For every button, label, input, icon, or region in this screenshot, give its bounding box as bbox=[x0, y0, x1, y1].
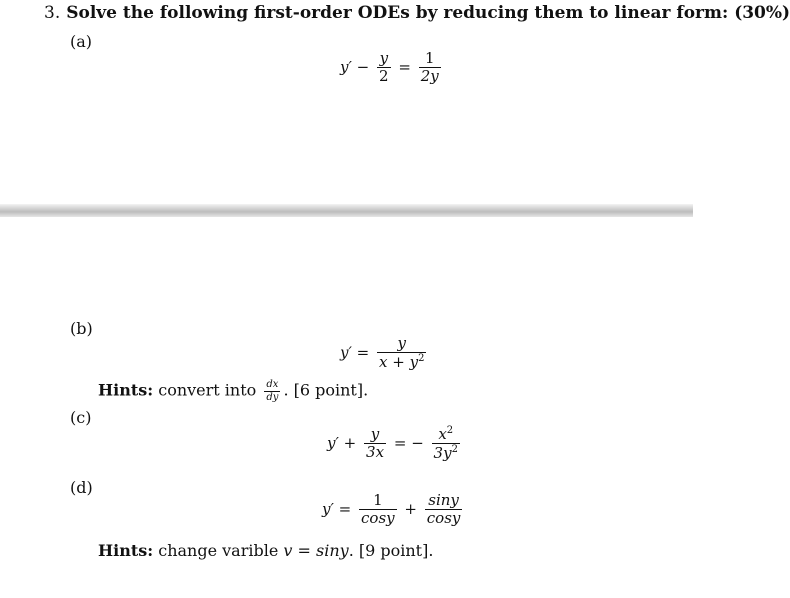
part-a-label: (a) bbox=[70, 32, 93, 51]
hint-b-frac-den: dy bbox=[266, 391, 279, 403]
hint-b-points: . [6 point]. bbox=[283, 380, 369, 400]
eq-d-equals: = bbox=[338, 499, 352, 518]
eq-b-frac-den-base: x + y bbox=[379, 353, 419, 372]
eq-d-frac1-den: cosy bbox=[361, 509, 395, 528]
eq-d-frac2-num: siny bbox=[428, 491, 459, 509]
eq-a-frac2-den: 2y bbox=[420, 67, 439, 86]
eq-c-minus: − bbox=[411, 433, 424, 452]
eq-b-frac-num: y bbox=[397, 334, 406, 352]
eq-a-frac1 bbox=[377, 50, 391, 86]
problem-title: Solve the following first-order ODEs by reducing them to linear form: (30%) bbox=[66, 3, 790, 23]
hint-d-var: v bbox=[283, 541, 293, 560]
hint-d-text: change varible bbox=[158, 541, 279, 560]
eq-c-frac2-den-base: 3y bbox=[433, 444, 452, 463]
eq-c-equals: = bbox=[393, 433, 407, 452]
eq-b-frac-den bbox=[377, 352, 426, 371]
eq-c-lhs: y′ bbox=[327, 433, 339, 452]
page-separator bbox=[0, 204, 693, 217]
eq-c-plus: + bbox=[343, 433, 357, 452]
hint-d-points: . [9 point]. bbox=[348, 541, 434, 560]
eq-c-frac2 bbox=[432, 425, 460, 463]
eq-d-frac1 bbox=[359, 492, 397, 528]
eq-c-frac2-num-exp: 2 bbox=[446, 425, 454, 436]
equation-d bbox=[322, 492, 465, 528]
hint-b-text: convert into bbox=[158, 380, 257, 400]
eq-c-frac1 bbox=[364, 426, 386, 462]
part-d-label: (d) bbox=[70, 478, 93, 497]
eq-a-lhs: y′ bbox=[340, 57, 352, 76]
eq-c-frac2-den-exp: 2 bbox=[451, 444, 458, 456]
eq-c-frac1-den: 3x bbox=[366, 443, 385, 462]
equation-b bbox=[340, 335, 429, 372]
eq-d-plus: + bbox=[404, 499, 417, 518]
equation-a bbox=[340, 50, 444, 86]
hint-d-expr: siny bbox=[316, 541, 349, 560]
eq-b-frac bbox=[377, 335, 426, 372]
eq-a-frac1-den: 2 bbox=[379, 67, 389, 86]
part-c-label: (c) bbox=[70, 408, 92, 427]
eq-c-frac2-num-base: x bbox=[438, 425, 447, 443]
eq-a-frac1-num: y bbox=[379, 49, 389, 67]
eq-a-minus: − bbox=[356, 57, 370, 76]
hint-d bbox=[98, 541, 433, 560]
hint-b-frac-num: dx bbox=[266, 379, 279, 390]
eq-c-frac2-den bbox=[432, 443, 460, 462]
eq-d-frac1-num: 1 bbox=[373, 491, 383, 509]
eq-c-frac1-num: y bbox=[370, 425, 380, 443]
hint-d-eq: = bbox=[292, 541, 317, 560]
eq-d-frac2-den: cosy bbox=[426, 509, 461, 528]
equation-c bbox=[327, 425, 463, 463]
hint-b-bold: Hints: bbox=[98, 380, 154, 400]
eq-b-lhs: y′ bbox=[340, 343, 352, 362]
eq-a-frac2-num: 1 bbox=[424, 49, 435, 67]
hint-b bbox=[98, 379, 368, 403]
eq-d-lhs: y′ bbox=[322, 499, 334, 518]
eq-c-frac2-num bbox=[436, 425, 455, 443]
eq-b-equals: = bbox=[356, 343, 370, 362]
hint-b-frac bbox=[264, 379, 280, 403]
eq-a-frac2 bbox=[419, 50, 441, 86]
eq-a-equals: = bbox=[398, 57, 411, 76]
eq-d-frac2 bbox=[425, 492, 463, 528]
eq-b-frac-den-exp: 2 bbox=[418, 353, 425, 365]
part-b-label: (b) bbox=[70, 319, 93, 338]
hint-d-bold: Hints: bbox=[98, 541, 154, 560]
problem-number: 3. bbox=[44, 3, 61, 23]
problem-heading bbox=[44, 3, 790, 23]
